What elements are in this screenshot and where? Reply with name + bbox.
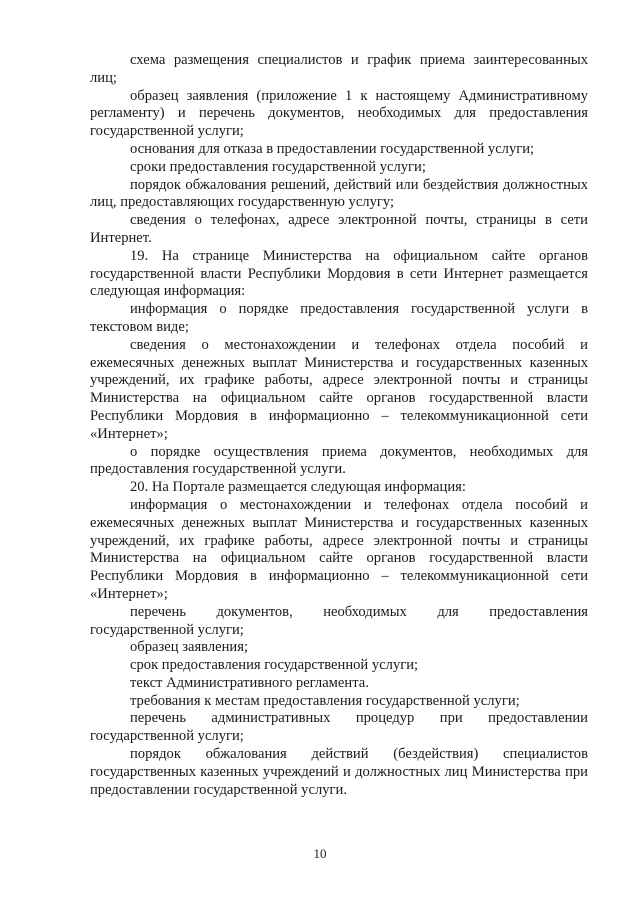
paragraph: схема размещения специалистов и график приема заинтересованных лиц; — [90, 52, 588, 86]
paragraph: требования к местам предоставления государственной услуги; — [130, 692, 520, 709]
paragraph: 19. На странице Министерства на официальном сайте органов государственной власти Республики Мордовия в сети Интернет размещается следующая информация: — [90, 247, 588, 300]
paragraph: информация о местонахождении и телефонах отдела пособий и ежемесячных денежных выплат Министерства и государственных казенных учреждений, их графике работы, адресе электронной почты и страницы Министерства на официальном сайте органов государственной власти Республики Мордовия в информационно – телекоммуникационной сети «Интернет»; — [90, 496, 588, 602]
paragraph: порядок обжалования действий (бездействия) специалистов государственных казенных учреждений и должностных лиц Министерства при предоставлении государственной услуги. — [90, 746, 588, 798]
document-body — [90, 52, 588, 799]
paragraph: сведения о телефонах, адресе электронной почты, страницы в сети Интернет. — [90, 212, 588, 246]
paragraph: о порядке осуществления приема документов, необходимых для предоставления государственной услуги. — [90, 443, 588, 478]
paragraph: информация о порядке предоставления государственной услуги в текстовом виде; — [90, 301, 588, 335]
paragraph: основания для отказа в предоставлении государственной услуги; — [130, 140, 535, 157]
paragraph: срок предоставления государственной услуги; — [130, 657, 419, 674]
paragraph: образец заявления; — [130, 639, 248, 656]
paragraph: текст Административного регламента. — [130, 674, 369, 691]
paragraph: перечень документов, необходимых для предоставления государственной услуги; — [90, 603, 588, 638]
page-number: 10 — [313, 846, 327, 861]
paragraph: сведения о местонахождении и телефонах отдела пособий и ежемесячных денежных выплат Министерства и государственных казенных учреждений, их графике работы, адресе электронной почты и страницы Министерства на официальном сайте органов государственной власти Республики Мордовия в информационно – телекоммуникационной сети «Интернет»; — [90, 336, 588, 442]
paragraph: перечень административных процедур при предоставлении государственной услуги; — [90, 710, 588, 745]
paragraph: порядок обжалования решений, действий или бездействия должностных лиц, предоставляющих государственную услугу; — [90, 176, 588, 211]
paragraph: 20. На Портале размещается следующая информация: — [130, 479, 466, 496]
paragraph: сроки предоставления государственной услуги; — [130, 158, 426, 175]
paragraph: образец заявления (приложение 1 к настоящему Административному регламенту) и перечень документов, необходимых для предоставления государственной услуги; — [90, 87, 588, 140]
